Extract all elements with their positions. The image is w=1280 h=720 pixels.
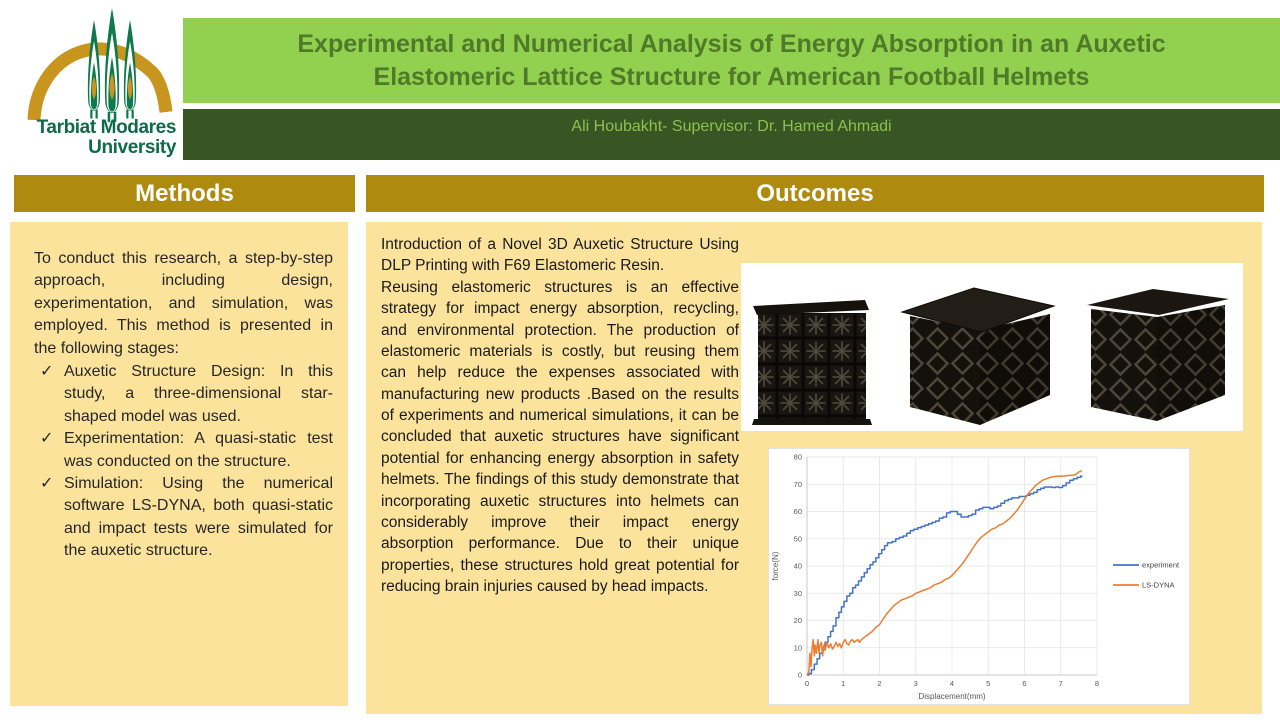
poster-title: Experimental and Numerical Analysis of Energy Absorption in an Auxetic Elastomeric Lattice Structure for American Football Helmets: [297, 30, 1166, 91]
svg-text:LS-DYNA: LS-DYNA: [1142, 580, 1175, 590]
auxetic-lattice-cube-angled-view: [900, 276, 1056, 428]
outcomes-text: [381, 234, 739, 597]
methods-bullet-1: [40, 361, 333, 428]
auxetic-lattice-cube-star-front-view: [751, 286, 873, 431]
svg-text:2: 2: [877, 679, 882, 688]
title-bar: [183, 18, 1280, 103]
svg-text:60: 60: [793, 507, 802, 517]
outcomes-header-label: Outcomes: [756, 179, 874, 207]
svg-text:3: 3: [913, 679, 918, 688]
svg-text:4: 4: [949, 679, 955, 688]
methods-bullet-list: [34, 361, 333, 563]
force-displacement-chart: [768, 448, 1190, 705]
methods-bullet-2-text: Experimentation: A quasi-static test was conducted on the structure.: [64, 430, 333, 470]
svg-text:force(N): force(N): [771, 551, 780, 581]
svg-text:80: 80: [793, 452, 802, 462]
university-logo: [6, 2, 182, 168]
checkmark-icon: ✓: [40, 430, 54, 448]
svg-text:30: 30: [793, 588, 802, 598]
outcomes-paragraph-2: Reusing elastomeric structures is an effective strategy for impact energy absorption, recycling, and environmental protection. The production of elastomeric materials is costly, but reusing them can help reduce the expenses associated with manufacturing new products .Based on the results of experiments and numerical simulations, it can be concluded that auxetic structures have significant potential for enhancing energy absorption in safety helmets. The findings of this study demonstrate that incorporating auxetic structures into helmets can considerably improve their impact energy absorption performance. Due to their unique properties, these structures hold great potential for reducing brain injuries caused by head impacts.: [381, 278, 739, 595]
svg-text:7: 7: [1058, 679, 1063, 688]
university-name-line1: Tarbiat Modares: [36, 117, 176, 138]
outcomes-panel: [366, 222, 1262, 714]
svg-text:10: 10: [793, 643, 802, 653]
credit-bar: [183, 109, 1280, 160]
outcomes-paragraph-1: Introduction of a Novel 3D Auxetic Structure Using DLP Printing with F69 Elastomeric Resin.: [381, 236, 739, 275]
methods-section-header: [14, 175, 355, 212]
university-name: [6, 118, 176, 158]
auxetic-lattice-cube-angled-view-right: [1083, 277, 1233, 423]
logo-cypress-trees: [88, 8, 136, 122]
svg-text:40: 40: [793, 561, 802, 571]
svg-text:experiment: experiment: [1142, 560, 1180, 570]
methods-panel: [10, 222, 348, 706]
force-displacement-chart-svg: [769, 449, 1189, 704]
methods-bullet-3: [40, 473, 333, 563]
svg-text:70: 70: [793, 479, 802, 489]
checkmark-icon: ✓: [40, 362, 54, 380]
author-supervisor: Ali Houbakht- Supervisor: Dr. Hamed Ahmadi: [571, 118, 892, 135]
university-logo-icon: [6, 2, 182, 122]
methods-header-label: Methods: [135, 179, 234, 207]
methods-bullet-1-text: Auxetic Structure Design: In this study, a three-dimensional star-shaped model was used.: [64, 362, 333, 425]
methods-bullet-2: [40, 428, 333, 473]
methods-bullet-3-text: Simulation: Using the numerical software LS-DYNA, both quasi-static and impact tests were simulated for the auxetic structure.: [64, 474, 333, 560]
svg-text:6: 6: [1022, 679, 1027, 688]
svg-text:Displacement(mm): Displacement(mm): [918, 692, 986, 701]
svg-text:20: 20: [793, 616, 802, 626]
methods-intro: To conduct this research, a step-by-step approach, including design, experimentation, and simulation, was employed. This method is presented in the following stages:: [34, 250, 333, 357]
university-name-line2: University: [88, 136, 176, 158]
outcomes-section-header: [366, 175, 1264, 212]
svg-text:50: 50: [793, 534, 802, 544]
checkmark-icon: ✓: [40, 474, 54, 492]
svg-text:0: 0: [797, 670, 802, 680]
svg-text:8: 8: [1094, 679, 1100, 688]
svg-text:5: 5: [986, 679, 991, 688]
lattice-photos-box: [741, 263, 1243, 431]
svg-text:1: 1: [841, 679, 846, 688]
svg-text:0: 0: [804, 679, 810, 688]
